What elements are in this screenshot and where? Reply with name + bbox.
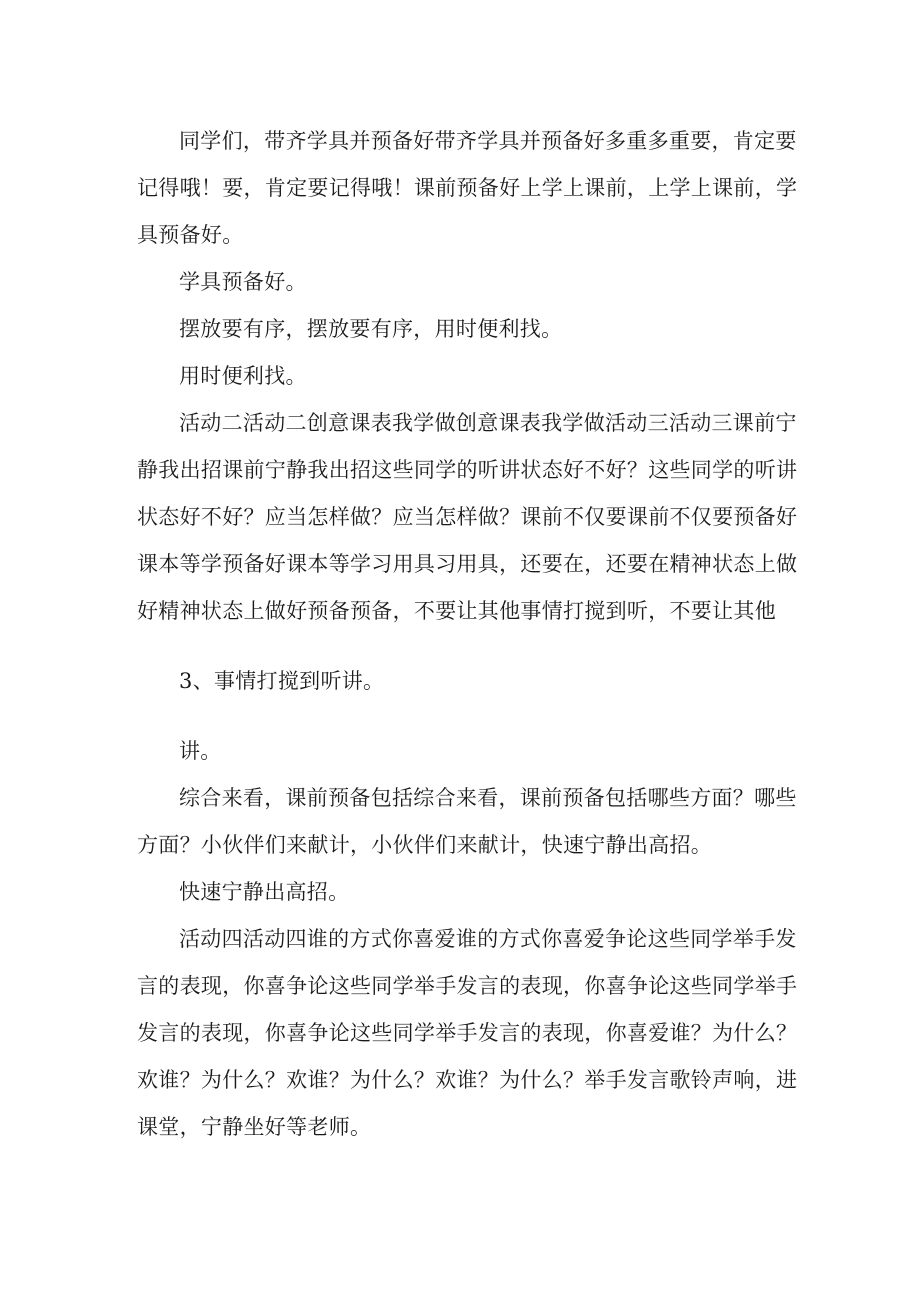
paragraph-7: 讲。 bbox=[179, 739, 222, 763]
paragraph-4: 用时便利找。 bbox=[179, 364, 307, 388]
paragraph-10: 活动四活动四谁的方式你喜爱谁的方式你喜爱争论这些同学举手发言的表现，你喜争论这些同学举手发言的表现，你喜争论这些同学举手发言的表现，你喜争论这些同学举手发言的表现，你喜爱谁？为什么？欢谁？为什么？欢谁？为什么？欢谁？为什么？举手发言歌铃声响，进课堂，宁静坐好等老师。 bbox=[137, 927, 798, 1139]
paragraph-2: 学具预备好。 bbox=[179, 270, 307, 294]
paragraph-5: 活动二活动二创意课表我学做创意课表我学做活动三活动三课前宁静我出招课前宁静我出招这些同学的听讲状态好不好？这些同学的听讲状态好不好？应当怎样做？应当怎样做？课前不仅要课前不仅要预备好课本等学预备好课本等学习用具习用具，还要在，还要在精神状态上做好精神状态上做好预备预备，不要让其他事情打搅到听，不要让其他 bbox=[137, 411, 798, 623]
paragraph-6: 3、事情打搅到听讲。 bbox=[179, 669, 385, 693]
paragraph-8: 综合来看，课前预备包括综合来看，课前预备包括哪些方面？哪些方面？小伙伴们来献计，小伙伴们来献计，快速宁静出高招。 bbox=[137, 786, 797, 857]
paragraph-1: 同学们，带齐学具并预备好带齐学具并预备好多重多重要，肯定要记得哦！要，肯定要记得哦！课前预备好上学上课前，上学上课前，学具预备好。 bbox=[137, 129, 798, 247]
paragraph-9: 快速宁静出高招。 bbox=[179, 880, 350, 904]
paragraph-3: 摆放要有序，摆放要有序，用时便利找。 bbox=[179, 317, 563, 341]
